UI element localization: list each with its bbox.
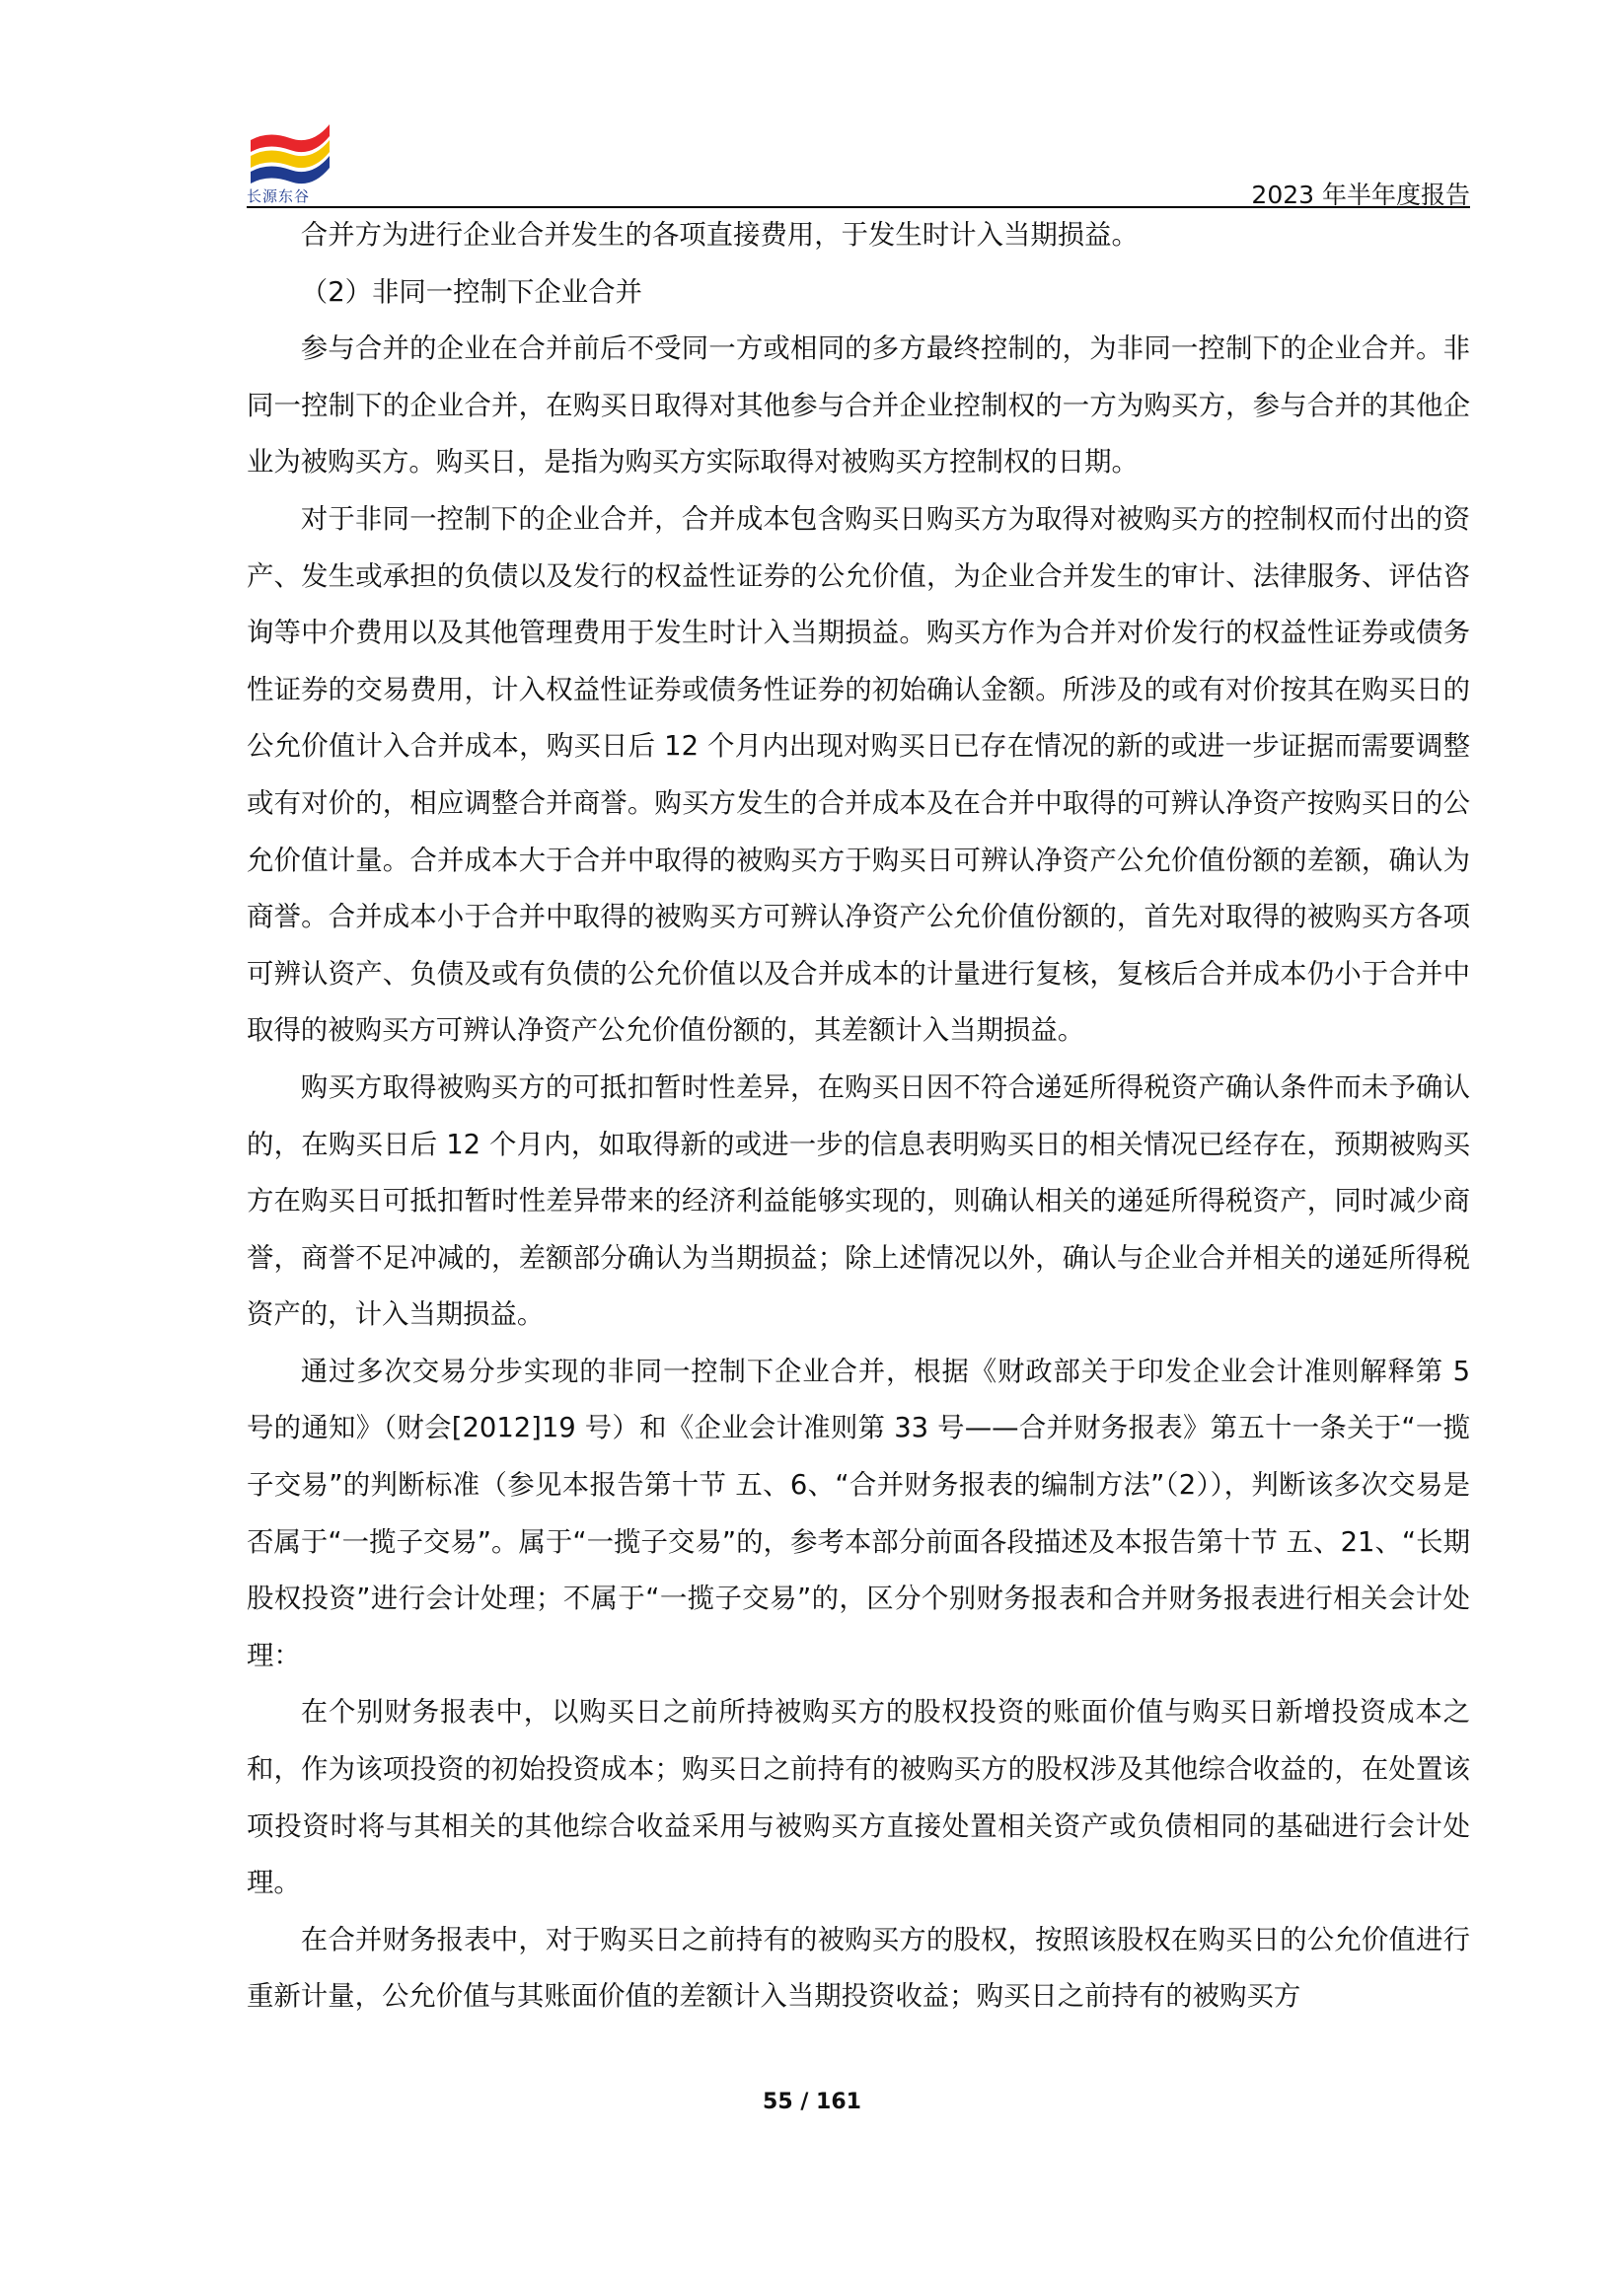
paragraph: 在合并财务报表中，对于购买日之前持有的被购买方的股权，按照该股权在购买日的公允价值进行重新计量，公允价值与其账面价值的差额计入当期投资收益；购买日之前持有的被购买方: [247, 1924, 1470, 2013]
paragraph: 通过多次交易分步实现的非同一控制下企业合并，根据《财政部关于印发企业会计准则解释第 5 号的通知》（财会[2012]19 号）和《企业会计准则第 33 号——合并财务报表》第五十一条关于“一揽子交易”的判断标准（参见本报告第十节 五、6、“合并财务报表的编制方法”（2）），判断该多次交易是否属于“一揽子交易”。属于“一揽子交易”的，参考本部分前面各段描述及本报告第十节 五、21、“长期股权投资”进行会计处理；不属于“一揽子交易”的，区分个别财务报表和合并财务报表进行相关会计处理：: [247, 1356, 1470, 1671]
page-number: 55 / 161: [763, 2090, 861, 2114]
logo-text: 长源东谷: [247, 187, 311, 205]
section-heading: （2）非同一控制下企业合并: [300, 276, 642, 308]
paragraph: 购买方取得被购买方的可抵扣暂时性差异，在购买日因不符合递延所得税资产确认条件而未予确认的，在购买日后 12 个月内，如取得新的或进一步的信息表明购买日的相关情况已经存在，预期被购买方在购买日可抵扣暂时性差异带来的经济利益能够实现的，则确认相关的递延所得税资产，同时减少商誉，商誉不足冲减的，差额部分确认为当期损益；除上述情况以外，确认与企业合并相关的递延所得税资产的，计入当期损益。: [247, 1071, 1470, 1331]
paragraph: 合并方为进行企业合并发生的各项直接费用，于发生时计入当期损益。: [300, 220, 1139, 251]
paragraph: 对于非同一控制下的企业合并，合并成本包含购买日购买方为取得对被购买方的控制权而付出的资产、发生或承担的负债以及发行的权益性证券的公允价值，为企业合并发生的审计、法律服务、评估咨询等中介费用以及其他管理费用于发生时计入当期损益。购买方作为合并对价发行的权益性证券或债务性证券的交易费用，计入权益性证券或债务性证券的初始确认金额。所涉及的或有对价按其在购买日的公允价值计入合并成本，购买日后 12 个月内出现对购买日已存在情况的新的或进一步证据而需要调整或有对价的，相应调整合并商誉。购买方发生的合并成本及在合并中取得的可辨认净资产按购买日的公允价值计量。合并成本大于合并中取得的被购买方于购买日可辨认净资产公允价值份额的差额，确认为商誉。合并成本小于合并中取得的被购买方可辨认净资产公允价值份额的，首先对取得的被购买方各项可辨认资产、负债及或有负债的公允价值以及合并成本的计量进行复核，复核后合并成本仍小于合并中取得的被购买方可辨认净资产公允价值份额的，其差额计入当期损益。: [247, 503, 1470, 1047]
paragraph: 在个别财务报表中，以购买日之前所持被购买方的股权投资的账面价值与购买日新增投资成本之和，作为该项投资的初始投资成本；购买日之前持有的被购买方的股权涉及其他综合收益的，在处置该项投资时将与其相关的其他综合收益采用与被购买方直接处置相关资产或负债相同的基础进行会计处理。: [247, 1697, 1470, 1899]
report-title: 2023 年半年度报告: [1251, 181, 1470, 209]
document-body: [247, 207, 1470, 2026]
page-header: [247, 116, 1470, 215]
paragraph: 参与合并的企业在合并前后不受同一方或相同的多方最终控制的，为非同一控制下的企业合并。非同一控制下的企业合并，在购买日取得对其他参与合并企业控制权的一方为购买方，参与合并的其他企业为被购买方。购买日，是指为购买方实际取得对被购买方控制权的日期。: [247, 333, 1470, 479]
